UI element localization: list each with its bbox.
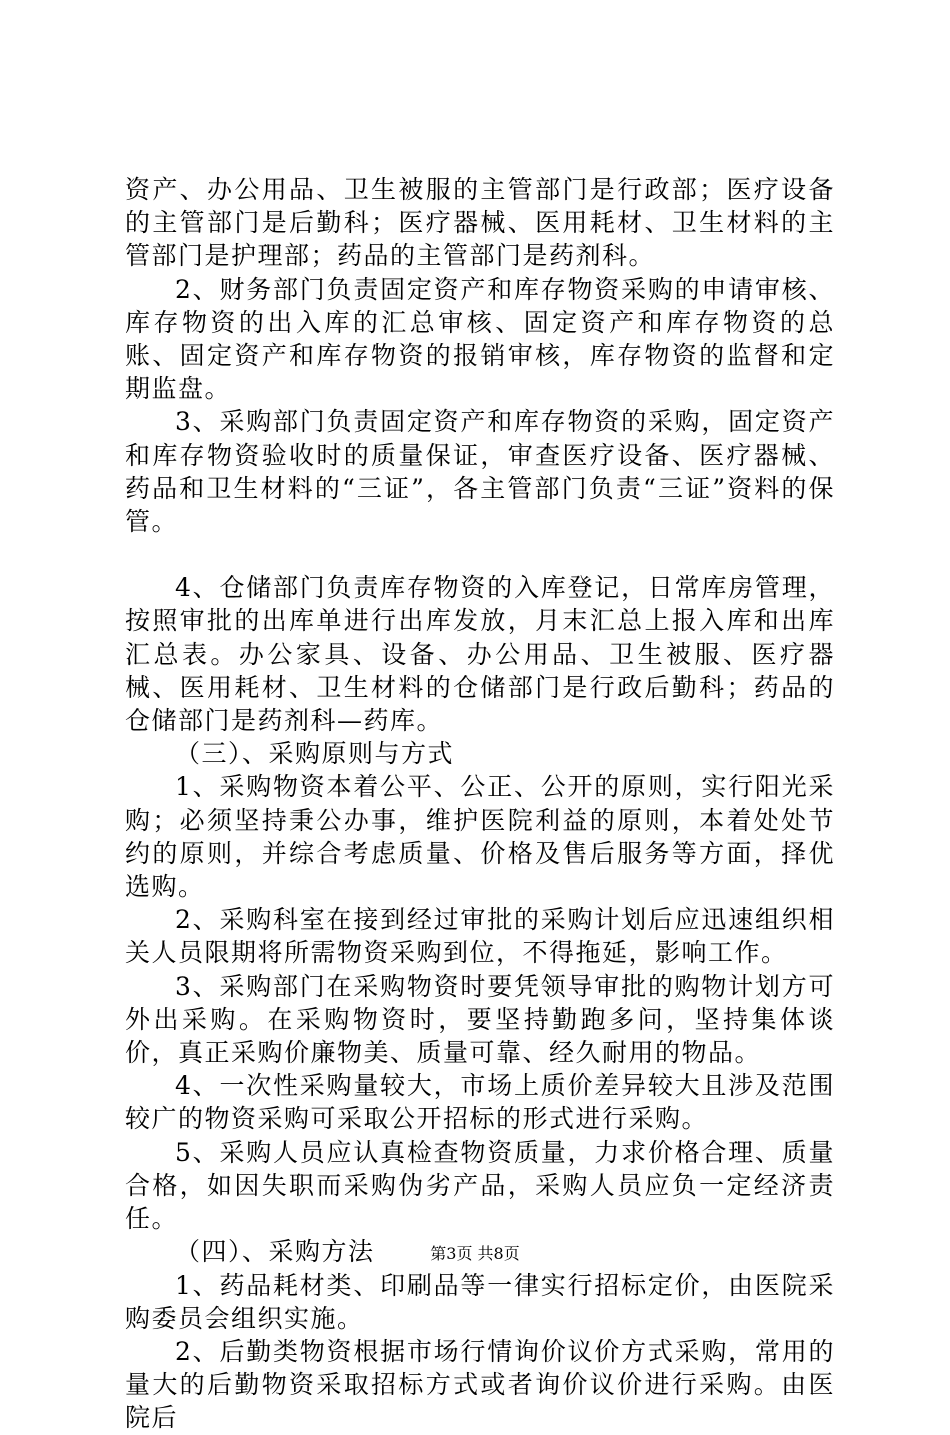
paragraph-principle-4: 4、一次性采购量较大，市场上质价差异较大且涉及范围较广的物资采购可采取公开招标的形式进行采购。 [125, 1071, 835, 1134]
page-footer [0, 1243, 950, 1265]
section-heading-principles: （三）、采购原则与方式 [175, 739, 455, 769]
paragraph-finance-dept: 2、财务部门负责固定资产和库存物资采购的申请审核、库存物资的出入库的汇总审核、固定资产和库存物资的总账、固定资产和库存物资的报销审核，库存物资的监督和定期监盘。 [125, 274, 835, 404]
paragraph-principle-5: 5、采购人员应认真检查物资质量，力求价格合理、质量合格，如因失职而采购伪劣产品，采购人员应负一定经济责任。 [125, 1137, 835, 1234]
page-number: 第3页 共8页 [430, 1244, 520, 1263]
paragraph-principle-1: 1、采购物资本着公平、公正、公开的原则，实行阳光采购；必须坚持秉公办事，维护医院利益的原则，本着处处节约的原则，并综合考虑质量、价格及售后服务等方面，择优选购。 [125, 772, 835, 902]
paragraph-purchasing-dept: 3、采购部门负责固定资产和库存物资的采购，固定资产和库存物资验收时的质量保证，审查医疗设备、医疗器械、药品和卫生材料的“三证”，各主管部门负责“三证”资料的保管。 [125, 407, 835, 537]
paragraph-continuation: 资产、办公用品、卫生被服的主管部门是行政部；医疗设备的主管部门是后勤科；医疗器械、医用耗材、卫生材料的主管部门是护理部；药品的主管部门是药剂科。 [125, 175, 835, 271]
section-heading-methods: （四）、采购方法 [175, 1237, 375, 1267]
paragraph-principle-2: 2、采购科室在接到经过审批的采购计划后应迅速组织相关人员限期将所需物资采购到位，不得拖延，影响工作。 [125, 905, 835, 968]
paragraph-method-1: 1、药品耗材类、印刷品等一律实行招标定价，由医院采购委员会组织实施。 [125, 1270, 835, 1333]
paragraph-principle-3: 3、采购部门在采购物资时要凭领导审批的购物计划方可外出采购。在采购物资时，要坚持勤跑多问，坚持集体谈价，真正采购价廉物美、质量可靠、经久耐用的物品。 [125, 971, 835, 1068]
paragraph-method-2: 2、后勤类物资根据市场行情询价议价方式采购，常用的量大的后勤物资采取招标方式或者询价议价进行采购。由医院后 [125, 1336, 835, 1433]
paragraph-spacer [125, 538, 835, 571]
paragraph-storage-dept: 4、仓储部门负责库存物资的入库登记，日常库房管理，按照审批的出库单进行出库发放，月末汇总上报入库和出库汇总表。办公家具、设备、办公用品、卫生被服、医疗器械、医用耗材、卫生材料的仓储部门是行政后勤科；药品的仓储部门是药剂科—药库。 [125, 573, 835, 736]
